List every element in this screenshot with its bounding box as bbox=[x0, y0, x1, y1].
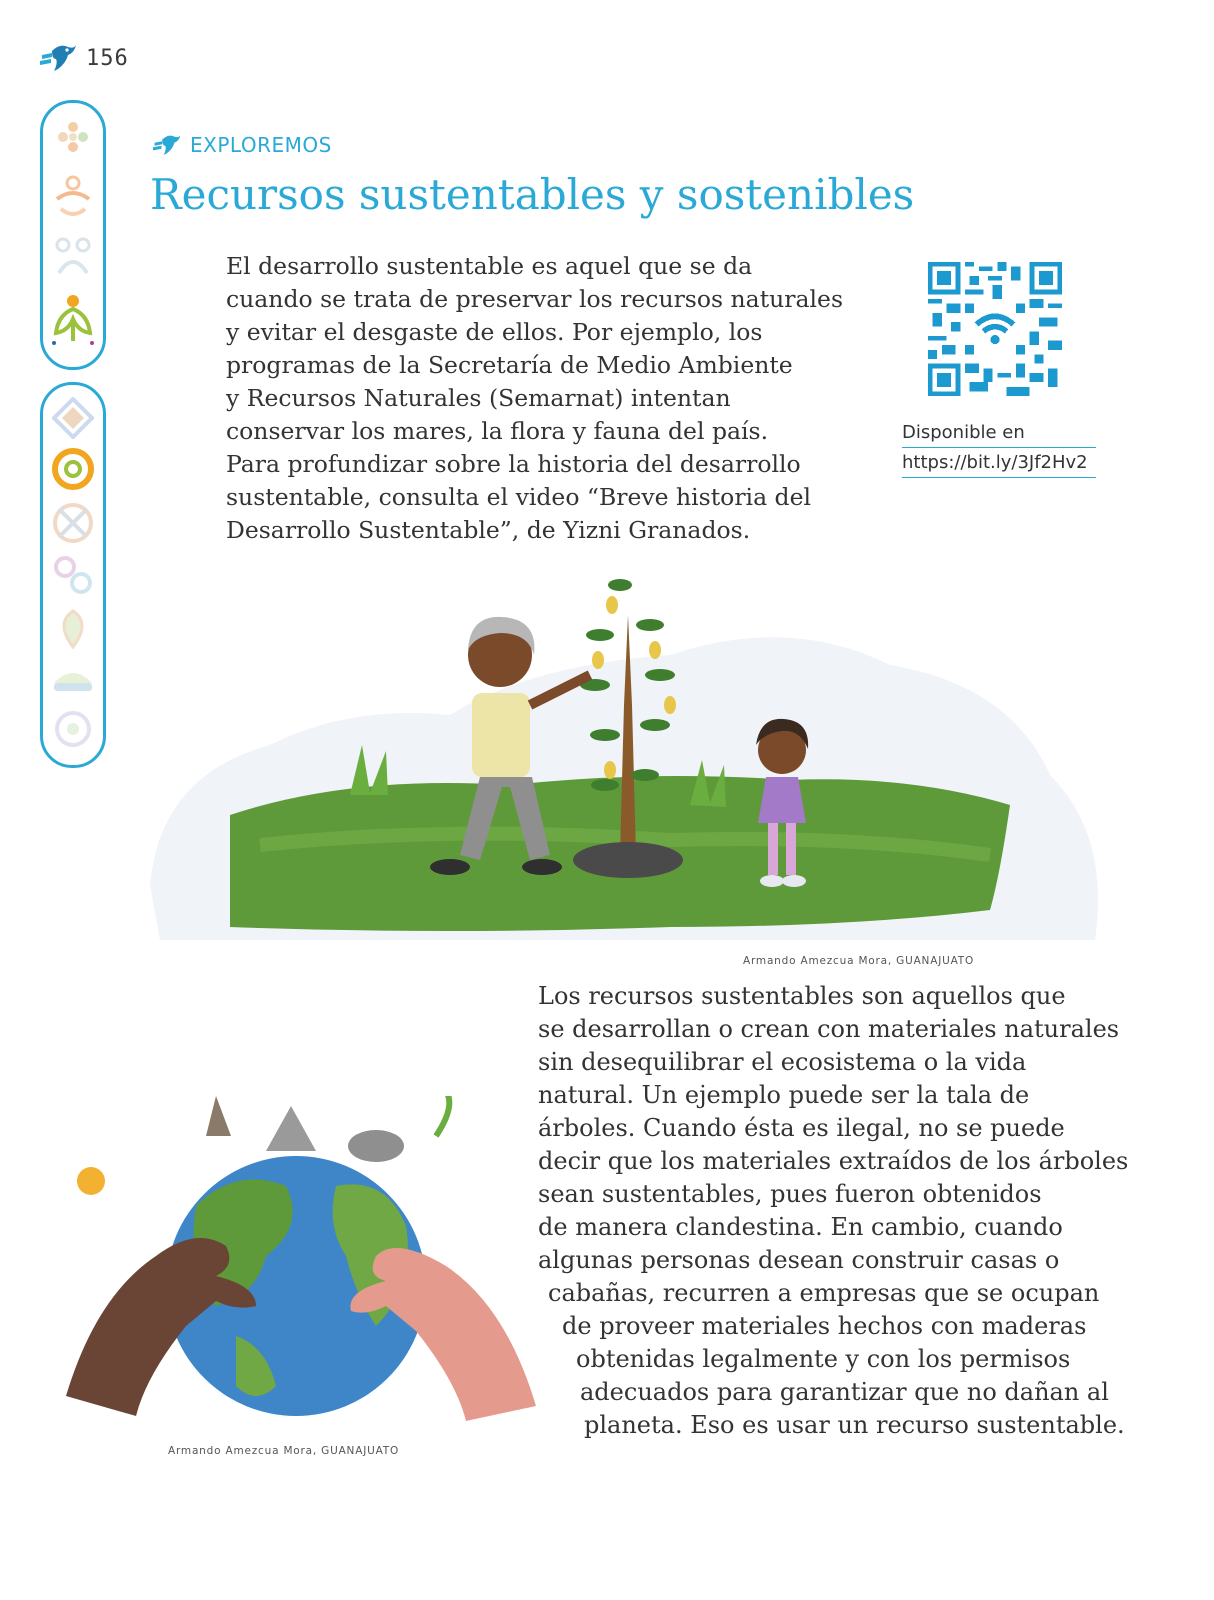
igualdad-genero-icon bbox=[51, 553, 95, 597]
lectura-escritura-icon bbox=[50, 661, 96, 697]
page-number: 156 bbox=[86, 45, 129, 71]
intro-line: programas de la Secretaría de Medio Ambiente bbox=[226, 351, 793, 379]
intro-line: cuando se trata de preservar los recursos naturales bbox=[226, 285, 844, 313]
body-line: sean sustentables, pues fueron obtenidos bbox=[538, 1180, 1042, 1208]
body-line: de proveer materiales hechos con maderas bbox=[562, 1312, 1087, 1340]
pensamiento-critico-icon bbox=[51, 447, 95, 491]
body-paragraph bbox=[538, 980, 1178, 1442]
globe-illustration-credit: Armando Amezcua Mora, GUANAJUATO bbox=[168, 1445, 400, 1457]
body-line: árboles. Cuando ésta es ilegal, no se puede bbox=[538, 1114, 1065, 1142]
body-line: Los recursos sustentables son aquellos que bbox=[538, 982, 1066, 1010]
inclusion-icon bbox=[52, 397, 94, 439]
interculturalidad-icon bbox=[51, 501, 95, 545]
body-line: adecuados para garantizar que no dañan al bbox=[580, 1378, 1109, 1406]
body-line: algunas personas desean construir casas o bbox=[538, 1246, 1060, 1274]
hummingbird-icon bbox=[36, 41, 78, 75]
intro-line: y evitar el desgaste de ellos. Por ejemplo, los bbox=[226, 318, 763, 346]
globe-hands-illustration bbox=[66, 1096, 546, 1436]
body-line: de manera clandestina. En cambio, cuando bbox=[538, 1213, 1063, 1241]
vida-saludable-icon bbox=[51, 607, 95, 651]
body-line: cabañas, recurren a empresas que se ocupan bbox=[548, 1279, 1100, 1307]
intro-line: sustentable, consulta el video “Breve historia del bbox=[226, 483, 812, 511]
campos-formativos-pill bbox=[40, 100, 106, 370]
body-line: obtenidas legalmente y con los permisos bbox=[576, 1345, 1071, 1373]
intro-line: Para profundizar sobre la historia del desarrollo bbox=[226, 450, 801, 478]
body-line: decir que los materiales extraídos de los árboles bbox=[538, 1147, 1129, 1175]
saberes-icon bbox=[51, 173, 95, 223]
qr-caption-available: Disponible en bbox=[902, 418, 1096, 448]
page-number-block bbox=[36, 40, 129, 76]
body-line: se desarrollan o crean con materiales naturales bbox=[538, 1015, 1120, 1043]
intro-line: Desarrollo Sustentable”, de Yizni Granados. bbox=[226, 516, 751, 544]
body-line: natural. Un ejemplo puede ser la tala de bbox=[538, 1081, 1030, 1109]
tree-illustration-credit: Armando Amezcua Mora, GUANAJUATO bbox=[743, 955, 975, 967]
lenguajes-icon bbox=[53, 117, 93, 157]
body-line: planeta. Eso es usar un recurso sustentable. bbox=[584, 1411, 1125, 1439]
tree-planting-illustration bbox=[150, 555, 1110, 950]
qr-code[interactable] bbox=[928, 262, 1062, 396]
section-label-text: EXPLOREMOS bbox=[190, 133, 332, 157]
qr-link[interactable]: https://bit.ly/3Jf2Hv2 bbox=[902, 448, 1096, 478]
etica-icon bbox=[51, 233, 95, 283]
de-lo-humano-icon bbox=[50, 293, 96, 349]
ejes-articuladores-pill bbox=[40, 382, 106, 768]
intro-line: conservar los mares, la flora y fauna del país. bbox=[226, 417, 769, 445]
body-line: sin desequilibrar el ecosistema o la vida bbox=[538, 1048, 1027, 1076]
section-label bbox=[150, 132, 332, 158]
page-title: Recursos sustentables y sostenibles bbox=[150, 170, 915, 219]
artes-icon bbox=[51, 707, 95, 751]
explore-hummingbird-icon bbox=[150, 132, 182, 158]
qr-caption bbox=[902, 418, 1096, 478]
intro-paragraph bbox=[226, 250, 866, 547]
intro-line: y Recursos Naturales (Semarnat) intentan bbox=[226, 384, 731, 412]
intro-line: El desarrollo sustentable es aquel que se da bbox=[226, 252, 753, 280]
